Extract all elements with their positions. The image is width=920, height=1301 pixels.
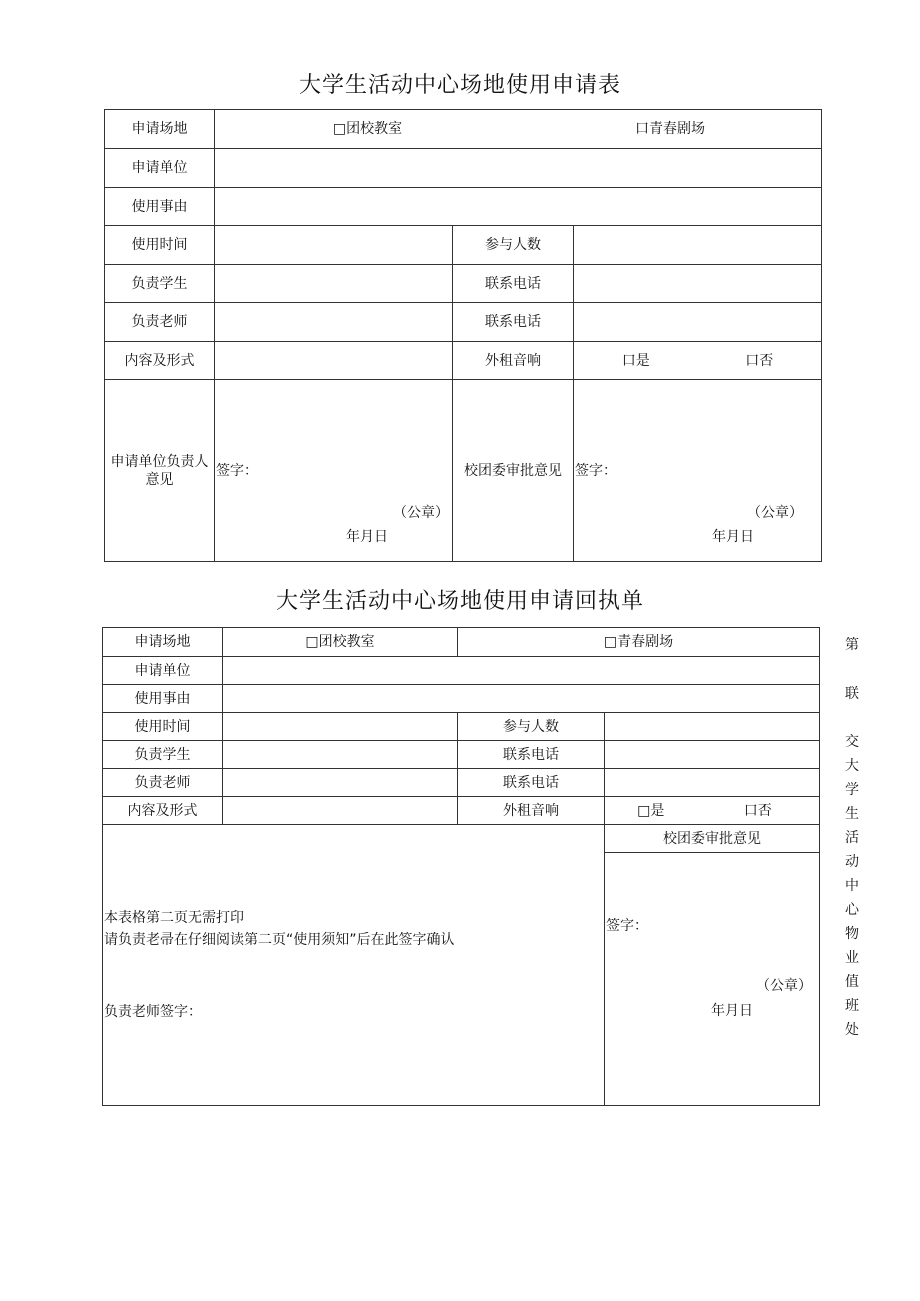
student-label: 负责学生 xyxy=(105,265,215,303)
r-audio-options-cell xyxy=(605,797,820,825)
league-opinion-label: 校团委审批意见 xyxy=(453,380,574,562)
r-teacher-phone-field[interactable] xyxy=(605,769,820,797)
r-note-line2: 请负责老帚在仔细阅读第二页“使用须知”后在此签字确认 xyxy=(104,932,455,948)
participants-field[interactable] xyxy=(574,226,822,265)
r-league-sign-label: 签字： xyxy=(606,918,648,934)
form1-title: 大学生活动中心场地使用申请表 xyxy=(298,73,621,98)
venue-label: 申请场地 xyxy=(105,110,215,149)
side-char-2: 联 xyxy=(845,686,859,702)
side-char-8: 动 xyxy=(845,854,859,870)
side-char-15: 处 xyxy=(845,1022,859,1038)
side-char-1: 第 xyxy=(845,637,859,653)
teacher-field[interactable] xyxy=(215,303,453,342)
side-char-9: 中 xyxy=(845,878,859,894)
venue-option-classroom[interactable]: □团校教室 xyxy=(332,121,403,137)
r-league-opinion-label: 校团委审批意见 xyxy=(605,825,820,853)
r-reason-label: 使用事由 xyxy=(103,685,223,713)
form2-table xyxy=(102,627,820,1106)
league-opinion-cell[interactable] xyxy=(574,380,822,562)
r-student-phone-label: 联系电话 xyxy=(458,741,605,769)
content-label: 内容及形式 xyxy=(105,342,215,380)
student-field[interactable] xyxy=(215,265,453,303)
side-char-5: 学 xyxy=(845,782,859,798)
r-student-field[interactable] xyxy=(223,741,458,769)
reason-field[interactable] xyxy=(215,188,822,226)
r-reason-field[interactable] xyxy=(223,685,820,713)
form1-table xyxy=(104,109,822,562)
r-teacher-label: 负责老师 xyxy=(103,769,223,797)
side-char-13: 值 xyxy=(845,974,859,990)
side-char-6: 生 xyxy=(845,806,859,822)
r-content-label: 内容及形式 xyxy=(103,797,223,825)
r-league-opinion-cell[interactable] xyxy=(605,853,820,1106)
r-unit-label: 申请单位 xyxy=(103,657,223,685)
r-audio-yes-option[interactable]: □是 xyxy=(637,802,665,819)
reason-label: 使用事由 xyxy=(105,188,215,226)
unit-sign-label: 签字： xyxy=(216,463,258,479)
side-char-11: 物 xyxy=(845,926,859,942)
teacher-label: 负责老师 xyxy=(105,303,215,342)
unit-label: 申请单位 xyxy=(105,149,215,188)
time-field[interactable] xyxy=(215,226,453,265)
r-time-field[interactable] xyxy=(223,713,458,741)
teacher-phone-label: 联系电话 xyxy=(453,303,574,342)
student-phone-label: 联系电话 xyxy=(453,265,574,303)
r-league-date-label: 年月日 xyxy=(711,1003,753,1019)
side-char-3: 交 xyxy=(845,734,859,750)
r-participants-field[interactable] xyxy=(605,713,820,741)
side-char-14: 班 xyxy=(845,998,859,1014)
r-note-cell[interactable] xyxy=(103,825,605,1106)
r-teacher-field[interactable] xyxy=(223,769,458,797)
teacher-phone-field[interactable] xyxy=(574,303,822,342)
r-participants-label: 参与人数 xyxy=(458,713,605,741)
student-phone-field[interactable] xyxy=(574,265,822,303)
r-teacher-sign-label: 负责老师签字： xyxy=(104,1004,202,1020)
unit-opinion-cell[interactable] xyxy=(215,380,453,562)
r-student-label: 负责学生 xyxy=(103,741,223,769)
content-field[interactable] xyxy=(215,342,453,380)
audio-options-cell xyxy=(574,342,822,380)
unit-opinion-label: 申请单位负责人意见 xyxy=(105,380,215,562)
unit-seal-label: （公章） xyxy=(393,505,449,521)
r-audio-label: 外租音响 xyxy=(458,797,605,825)
league-sign-label: 签字： xyxy=(575,463,617,479)
r-teacher-phone-label: 联系电话 xyxy=(458,769,605,797)
r-content-field[interactable] xyxy=(223,797,458,825)
league-date-label: 年月日 xyxy=(712,529,754,545)
venue-options-cell xyxy=(215,110,822,149)
side-char-10: 心 xyxy=(845,902,859,918)
side-char-12: 业 xyxy=(845,950,859,966)
r-venue-option-classroom[interactable]: □团校教室 xyxy=(223,628,458,657)
participants-label: 参与人数 xyxy=(453,226,574,265)
audio-label: 外租音响 xyxy=(453,342,574,380)
league-seal-label: （公章） xyxy=(747,505,803,521)
r-time-label: 使用时间 xyxy=(103,713,223,741)
time-label: 使用时间 xyxy=(105,226,215,265)
r-venue-label: 申请场地 xyxy=(103,628,223,657)
r-venue-option-theater[interactable]: □青春剧场 xyxy=(458,628,820,657)
form2-title: 大学生活动中心场地使用申请回执单 xyxy=(275,589,644,614)
r-note-line1: 本表格第二页无需打印 xyxy=(104,910,244,926)
unit-field[interactable] xyxy=(215,149,822,188)
side-char-7: 活 xyxy=(845,830,859,846)
venue-option-theater[interactable]: 口青春剧场 xyxy=(635,121,705,137)
r-audio-no-option[interactable]: 口否 xyxy=(743,802,772,819)
side-char-4: 大 xyxy=(845,758,859,774)
audio-yes-option[interactable]: 口是 xyxy=(621,352,650,369)
r-league-seal-label: （公章） xyxy=(756,978,812,994)
unit-date-label: 年月日 xyxy=(346,529,388,545)
audio-no-option[interactable]: 口否 xyxy=(745,352,774,369)
r-student-phone-field[interactable] xyxy=(605,741,820,769)
r-unit-field[interactable] xyxy=(223,657,820,685)
